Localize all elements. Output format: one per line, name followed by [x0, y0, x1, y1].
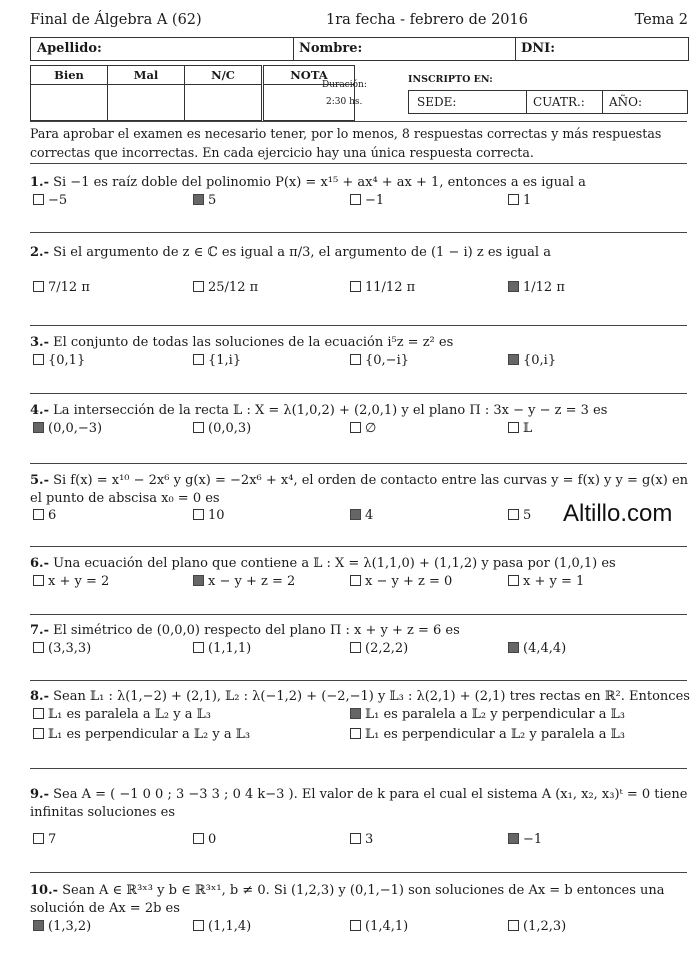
question-number: 5.-: [30, 473, 49, 488]
answer-option[interactable]: [33, 574, 109, 589]
exam-tema: Tema 2: [634, 12, 688, 28]
grade-header: Bien: [31, 66, 108, 85]
grade-header: NOTA: [263, 66, 355, 85]
anio-field[interactable]: AÑO:: [609, 95, 643, 109]
answer-option[interactable]: [350, 641, 408, 656]
checkbox-icon[interactable]: [350, 354, 361, 365]
question-text: Una ecuación del plano que contiene a 𝕃 : X = λ(1,1,0) + (1,1,2) y pasa por (1,0,1) es: [53, 556, 616, 571]
checkbox-icon[interactable]: [508, 194, 519, 205]
checkbox-icon[interactable]: [508, 920, 519, 931]
checked-checkbox-icon[interactable]: [33, 920, 44, 931]
answer-option[interactable]: [193, 193, 216, 208]
answer-option[interactable]: [350, 280, 415, 295]
question-7: [30, 622, 690, 640]
duration-value: 2:30 hs.: [326, 97, 363, 107]
checkbox-icon[interactable]: [508, 422, 519, 433]
answer-label: {1,i}: [208, 353, 242, 368]
question-number: 1.-: [30, 175, 49, 190]
answer-option[interactable]: [350, 919, 408, 934]
grade-cell: [108, 85, 185, 121]
answer-option[interactable]: [350, 353, 409, 368]
question-text: Si el argumento de z ∈ ℂ es igual a π/3, el argumento de (1 − i) z es igual a: [53, 245, 551, 260]
divider: [30, 680, 687, 681]
question-text: Si f(x) = x¹⁰ − 2x⁶ y g(x) = −2x⁶ + x⁴, el orden de contacto entre las curvas y = f(x) y y = g(x) en el punto de abscisa x₀ = 0 es: [30, 473, 689, 506]
answer-label: (3,3,3): [48, 641, 92, 656]
answer-label: 1/12 π: [523, 280, 565, 295]
checkbox-icon[interactable]: [33, 281, 44, 292]
answer-label: (1,2,3): [523, 919, 567, 934]
student-info-box: [30, 37, 689, 61]
checkbox-icon[interactable]: [193, 833, 204, 844]
answer-option[interactable]: [33, 421, 102, 436]
answer-option[interactable]: [350, 421, 376, 436]
answer-option[interactable]: [350, 508, 373, 523]
answer-option[interactable]: [33, 280, 90, 295]
question-text: El conjunto de todas las soluciones de la ecuación i⁵z = z² es: [53, 335, 454, 350]
checked-checkbox-icon[interactable]: [193, 575, 204, 586]
checked-checkbox-icon[interactable]: [33, 422, 44, 433]
answer-label: x + y = 2: [48, 574, 110, 589]
answer-label: 10: [208, 508, 225, 523]
question-number: 10.-: [30, 883, 59, 898]
checkbox-icon[interactable]: [193, 422, 204, 433]
answer-option[interactable]: [508, 353, 556, 368]
answer-label: 7/12 π: [48, 280, 90, 295]
checkbox-icon[interactable]: [193, 281, 204, 292]
checkbox-icon[interactable]: [350, 833, 361, 844]
divider: [30, 463, 687, 464]
answer-label: 5: [523, 508, 532, 523]
checkbox-icon[interactable]: [33, 833, 44, 844]
divider: [30, 546, 687, 547]
divider: [30, 325, 687, 326]
question-number: 2.-: [30, 245, 49, 260]
divider: [30, 872, 687, 873]
checkbox-icon[interactable]: [350, 920, 361, 931]
answer-label: (2,2,2): [365, 641, 409, 656]
answer-option[interactable]: [350, 574, 452, 589]
checkbox-icon[interactable]: [350, 575, 361, 586]
answer-option[interactable]: [193, 919, 251, 934]
answer-label: (0,0,−3): [48, 421, 103, 436]
question-number: 6.-: [30, 556, 49, 571]
answer-label: 𝕃₁ es perpendicular a 𝕃₂ y paralela a 𝕃₃: [365, 727, 625, 742]
answer-label: (1,4,1): [365, 919, 409, 934]
answer-label: −1: [365, 193, 385, 208]
question-8: [30, 688, 690, 706]
answer-option[interactable]: [508, 193, 531, 208]
checkbox-icon[interactable]: [508, 575, 519, 586]
divider: [30, 232, 687, 233]
question-text: La intersección de la recta 𝕃 : X = λ(1,0,2) + (2,0,1) y el plano Π : 3x − y − z = 3 es: [53, 403, 608, 418]
exam-date: 1ra fecha - febrero de 2016: [326, 12, 528, 28]
cuatr-field[interactable]: CUATR.:: [533, 95, 585, 109]
answer-option[interactable]: [33, 193, 67, 208]
dni-field[interactable]: DNI:: [521, 41, 556, 56]
watermark: Altillo.com: [563, 500, 673, 527]
answer-label: ∅: [365, 421, 377, 436]
grade-cell: [31, 85, 108, 121]
answer-label: 𝕃₁ es paralela a 𝕃₂ y a 𝕃₃: [48, 707, 211, 722]
answer-label: (4,4,4): [523, 641, 567, 656]
checkbox-icon[interactable]: [350, 642, 361, 653]
instructions: Para aprobar el examen es necesario tener, por lo menos, 8 respuestas correctas y más respuestas correctas que incorrectas. En cada ejercicio hay una única respuesta correcta.: [30, 126, 662, 160]
checkbox-icon[interactable]: [508, 509, 519, 520]
answer-option[interactable]: [193, 574, 295, 589]
answer-label: x + y = 1: [523, 574, 585, 589]
divider: [30, 768, 687, 769]
question-9: [30, 786, 690, 822]
checked-checkbox-icon[interactable]: [508, 833, 519, 844]
answer-label: 11/12 π: [365, 280, 416, 295]
answer-option[interactable]: [508, 641, 566, 656]
answer-label: 25/12 π: [208, 280, 259, 295]
answer-option[interactable]: [33, 919, 91, 934]
answer-label: 4: [365, 508, 374, 523]
answer-option[interactable]: [33, 727, 250, 742]
question-4: [30, 402, 690, 420]
answer-label: {0,−i}: [365, 353, 409, 368]
answer-option[interactable]: [193, 421, 251, 436]
answer-label: x − y + z = 2: [208, 574, 296, 589]
answer-label: −1: [523, 832, 543, 847]
checkbox-icon[interactable]: [33, 708, 44, 719]
nombre-field[interactable]: Nombre:: [299, 41, 363, 56]
answer-option[interactable]: [33, 832, 56, 847]
answer-option[interactable]: [508, 574, 584, 589]
grade-header: Mal: [108, 66, 185, 85]
answer-label: 1: [523, 193, 532, 208]
inscripto-box: [408, 90, 688, 114]
question-number: 9.-: [30, 787, 49, 802]
answer-option[interactable]: [193, 508, 225, 523]
answer-option[interactable]: [350, 193, 384, 208]
answer-label: 5: [208, 193, 217, 208]
checkbox-icon[interactable]: [33, 194, 44, 205]
checkbox-icon[interactable]: [193, 354, 204, 365]
answer-label: 3: [365, 832, 374, 847]
question-text: Si −1 es raíz doble del polinomio P(x) = x¹⁵ + ax⁴ + ax + 1, entonces a es igual a: [53, 175, 586, 190]
course-title: Final de Álgebra A (62): [30, 12, 202, 28]
answer-option[interactable]: [508, 421, 532, 436]
divider: [30, 163, 687, 164]
question-1: [30, 174, 690, 192]
sede-field[interactable]: SEDE:: [417, 95, 457, 109]
answer-option[interactable]: [508, 280, 565, 295]
question-number: 7.-: [30, 623, 49, 638]
checked-checkbox-icon[interactable]: [508, 281, 519, 292]
answer-option[interactable]: [193, 353, 241, 368]
question-number: 8.-: [30, 689, 49, 704]
checkbox-icon[interactable]: [350, 422, 361, 433]
checked-checkbox-icon[interactable]: [193, 194, 204, 205]
checkbox-icon[interactable]: [193, 509, 204, 520]
answer-option[interactable]: [33, 353, 85, 368]
grade-table: [30, 65, 355, 121]
answer-option[interactable]: [33, 707, 211, 722]
checkbox-icon[interactable]: [350, 728, 361, 739]
question-number: 4.-: [30, 403, 49, 418]
answer-option[interactable]: [33, 641, 91, 656]
answer-option[interactable]: [508, 508, 531, 523]
checked-checkbox-icon[interactable]: [350, 509, 361, 520]
answer-label: −5: [48, 193, 68, 208]
checked-checkbox-icon[interactable]: [350, 708, 361, 719]
divider: [30, 614, 687, 615]
answer-label: x − y + z = 0: [365, 574, 453, 589]
checkbox-icon[interactable]: [193, 920, 204, 931]
checked-checkbox-icon[interactable]: [508, 642, 519, 653]
checkbox-icon[interactable]: [33, 642, 44, 653]
answer-label: (1,1,1): [208, 641, 252, 656]
question-6: [30, 555, 690, 573]
checkbox-icon[interactable]: [33, 575, 44, 586]
answer-label: {0,1}: [48, 353, 86, 368]
answer-option[interactable]: [193, 280, 258, 295]
question-10: [30, 882, 690, 918]
question-2: [30, 244, 690, 262]
answer-option[interactable]: [33, 508, 56, 523]
divider: [30, 393, 687, 394]
answer-option[interactable]: [508, 919, 566, 934]
answer-label: (0,0,3): [208, 421, 252, 436]
duration-label: Duración:: [322, 80, 367, 90]
answer-option[interactable]: [508, 832, 542, 847]
answer-label: 𝕃₁ es perpendicular a 𝕃₂ y a 𝕃₃: [48, 727, 251, 742]
inscripto-label: INSCRIPTO EN:: [408, 74, 493, 85]
answer-option[interactable]: [350, 707, 625, 722]
apellido-field[interactable]: Apellido:: [37, 41, 102, 56]
answer-label: {0,i}: [523, 353, 557, 368]
checkbox-icon[interactable]: [193, 642, 204, 653]
question-text: Sean 𝕃₁ : λ(1,−2) + (2,1), 𝕃₂ : λ(−1,2) + (−2,−1) y 𝕃₃ : λ(2,1) + (2,1) tres rectas en ℝ². Entonces: [53, 689, 690, 704]
question-3: [30, 334, 690, 352]
answer-option[interactable]: [193, 641, 251, 656]
answer-label: 𝕃₁ es paralela a 𝕃₂ y perpendicular a 𝕃₃: [365, 707, 625, 722]
question-text: Sea A = ( −1 0 0 ; 3 −3 3 ; 0 4 k−3 ). El valor de k para el cual el sistema A (x₁, x₂, x₃)ᵗ = 0 tiene infinitas soluciones es: [30, 787, 688, 820]
answer-option[interactable]: [350, 832, 373, 847]
answer-option[interactable]: [350, 727, 625, 742]
question-text: El simétrico de (0,0,0) respecto del plano Π : x + y + z = 6 es: [53, 623, 460, 638]
grade-header: N/C: [185, 66, 263, 85]
answer-label: (1,1,4): [208, 919, 252, 934]
question-text: Sean A ∈ ℝ³ˣ³ y b ∈ ℝ³ˣ¹, b ≠ 0. Si (1,2,3) y (0,1,−1) son soluciones de Ax = b entonces una solución de Ax = 2b es: [30, 883, 665, 916]
divider: [30, 121, 687, 122]
answer-label: 0: [208, 832, 217, 847]
answer-label: (1,3,2): [48, 919, 92, 934]
checkbox-icon[interactable]: [350, 194, 361, 205]
checked-checkbox-icon[interactable]: [508, 354, 519, 365]
checkbox-icon[interactable]: [33, 509, 44, 520]
answer-option[interactable]: [193, 832, 216, 847]
answer-label: 6: [48, 508, 57, 523]
checkbox-icon[interactable]: [350, 281, 361, 292]
answer-label: 7: [48, 832, 57, 847]
checkbox-icon[interactable]: [33, 728, 44, 739]
answer-label: 𝕃: [523, 421, 533, 436]
question-number: 3.-: [30, 335, 49, 350]
checkbox-icon[interactable]: [33, 354, 44, 365]
grade-cell: [185, 85, 263, 121]
